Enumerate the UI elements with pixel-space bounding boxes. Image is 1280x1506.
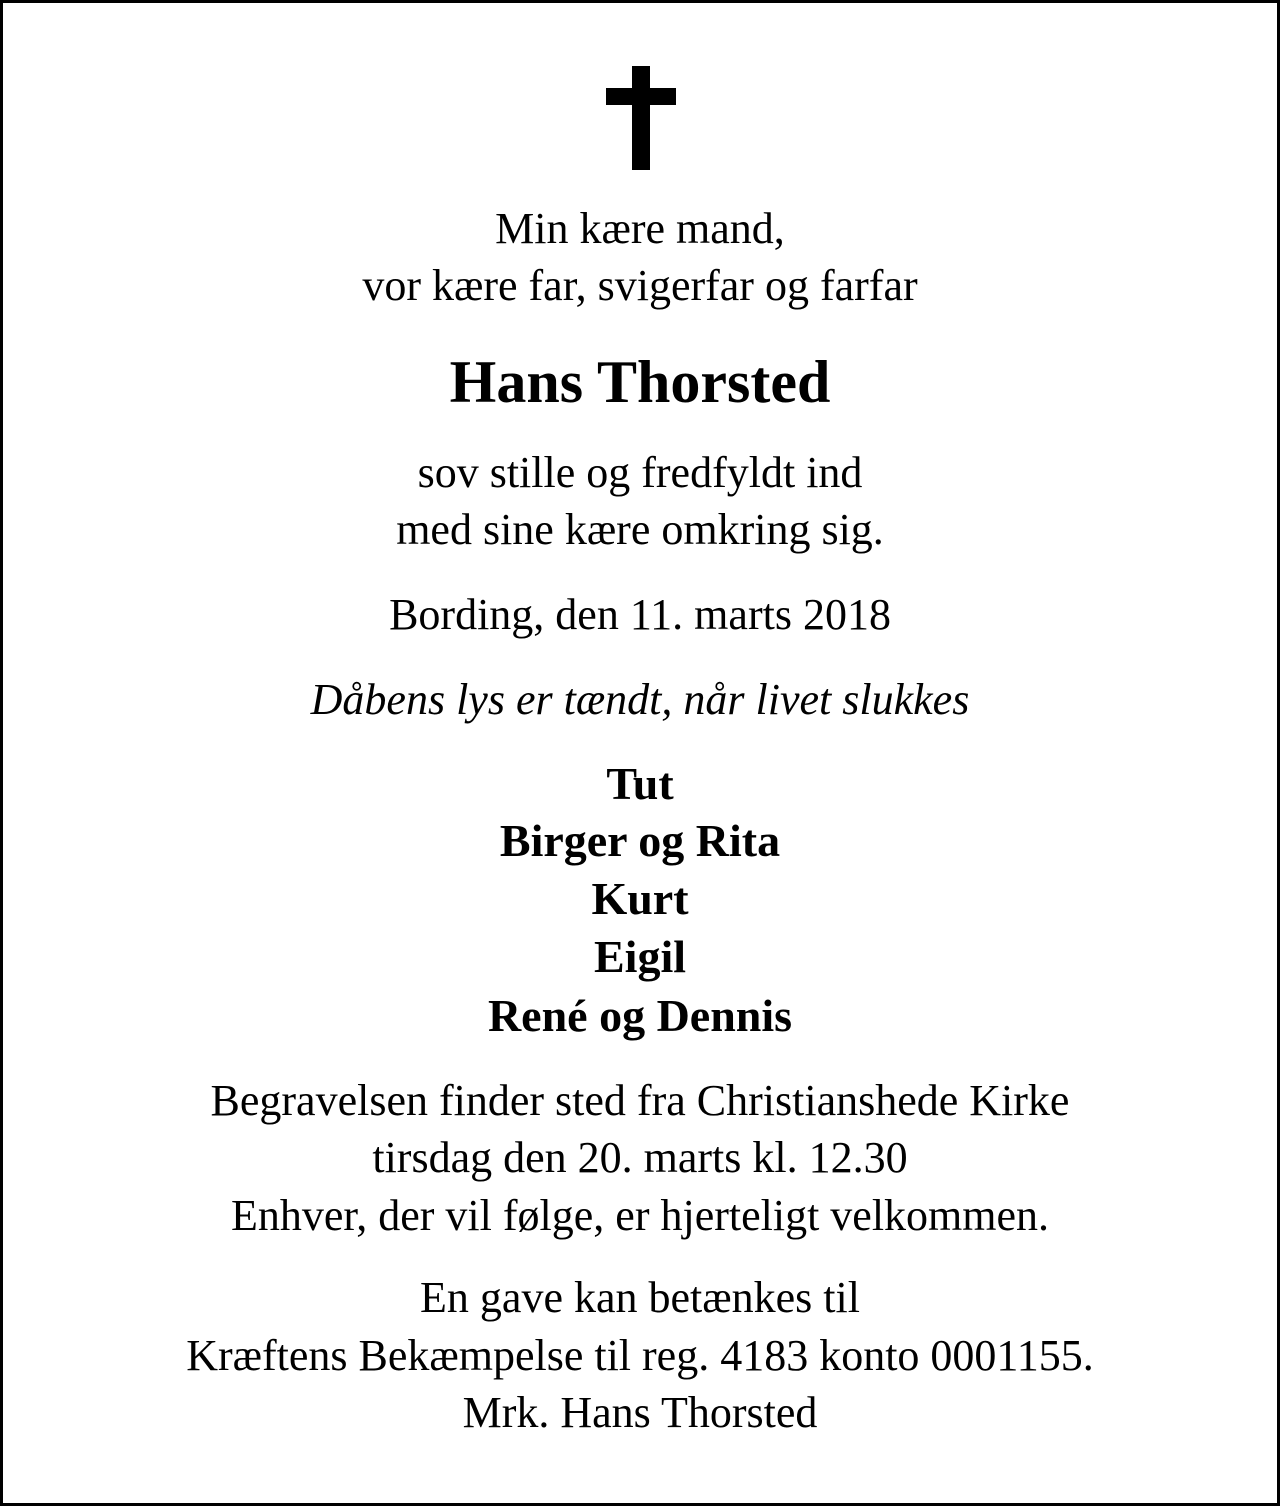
- place-date: Bording, den 11. marts 2018: [389, 590, 891, 639]
- mourner-4: Eigil: [593, 931, 687, 982]
- quote: Dåbens lys er tændt, når livet slukkes: [310, 675, 970, 724]
- funeral-line-1: Begravelsen finder sted fra Christianshede Kirke: [210, 1076, 1070, 1125]
- mourner-5: René og Dennis: [487, 990, 793, 1041]
- cross-icon: [606, 66, 676, 170]
- donation-line-1: En gave kan betænkes til: [420, 1273, 860, 1322]
- passing-line-1: sov stille og fredfyldt ind: [417, 448, 863, 497]
- deceased-name: Hans Thorsted: [449, 349, 831, 415]
- mourner-3: Kurt: [591, 873, 689, 924]
- intro-line-1: Min kære mand,: [495, 204, 785, 253]
- intro-line-2: vor kære far, svigerfar og farfar: [362, 261, 918, 310]
- donation-line-3: Mrk. Hans Thorsted: [462, 1388, 818, 1437]
- donation-line-2: Kræftens Bekæmpelse til reg. 4183 konto 0001155.: [186, 1331, 1094, 1380]
- passing-line-2: med sine kære omkring sig.: [396, 505, 884, 554]
- mourner-1: Tut: [606, 758, 674, 809]
- mourner-2: Birger og Rita: [499, 815, 781, 866]
- funeral-line-2: tirsdag den 20. marts kl. 12.30: [372, 1133, 908, 1182]
- funeral-line-3: Enhver, der vil følge, er hjerteligt velkommen.: [230, 1191, 1050, 1240]
